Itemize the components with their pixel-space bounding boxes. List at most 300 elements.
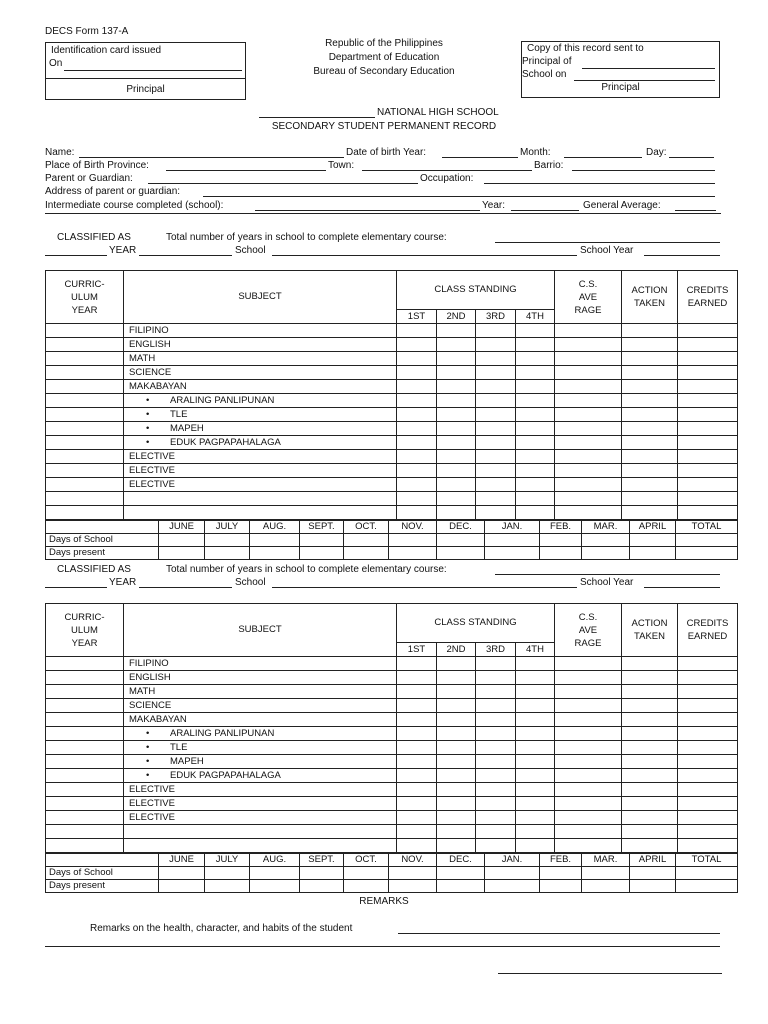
grade-q4-cell[interactable] — [516, 839, 555, 853]
grade-q1-cell[interactable] — [397, 352, 437, 366]
general-average-line[interactable] — [675, 210, 716, 211]
grade-q1-cell[interactable] — [397, 713, 437, 727]
curriculum-year-cell[interactable] — [46, 741, 124, 755]
cs-average-cell[interactable] — [555, 380, 622, 394]
action-taken-cell[interactable] — [622, 685, 678, 699]
grade-q3-cell[interactable] — [476, 408, 516, 422]
credits-earned-cell[interactable] — [678, 380, 738, 394]
attendance-mar-cell[interactable] — [582, 534, 630, 547]
grade-q2-cell[interactable] — [437, 699, 476, 713]
curriculum-year-cell[interactable] — [46, 811, 124, 825]
action-taken-cell[interactable] — [622, 422, 678, 436]
curriculum-year-cell[interactable] — [46, 338, 124, 352]
cs-average-cell[interactable] — [555, 450, 622, 464]
action-taken-cell[interactable] — [622, 324, 678, 338]
attendance-june-cell[interactable] — [159, 880, 205, 893]
grade-q3-cell[interactable] — [476, 492, 516, 506]
grade-q1-cell[interactable] — [397, 380, 437, 394]
grade-q1-cell[interactable] — [397, 769, 437, 783]
attendance-sept-cell[interactable] — [300, 880, 344, 893]
action-taken-cell[interactable] — [622, 825, 678, 839]
action-taken-cell[interactable] — [622, 797, 678, 811]
cs-average-cell[interactable] — [555, 464, 622, 478]
cs-average-cell[interactable] — [555, 685, 622, 699]
grade-q2-cell[interactable] — [437, 811, 476, 825]
grade-q2-cell[interactable] — [437, 422, 476, 436]
grade-q1-cell[interactable] — [397, 699, 437, 713]
attendance-feb-cell[interactable] — [540, 547, 582, 560]
grade-q2-cell[interactable] — [437, 671, 476, 685]
cs-average-cell[interactable] — [555, 394, 622, 408]
attendance-oct-cell[interactable] — [344, 547, 389, 560]
action-taken-cell[interactable] — [622, 436, 678, 450]
curriculum-year-cell[interactable] — [46, 408, 124, 422]
grade-q2-cell[interactable] — [437, 380, 476, 394]
grade-q3-cell[interactable] — [476, 338, 516, 352]
curriculum-year-cell[interactable] — [46, 464, 124, 478]
cs-average-cell[interactable] — [555, 422, 622, 436]
classified-year-line-2[interactable] — [45, 587, 107, 588]
cs-average-cell[interactable] — [555, 366, 622, 380]
curriculum-year-cell[interactable] — [46, 727, 124, 741]
action-taken-cell[interactable] — [622, 727, 678, 741]
curriculum-year-cell[interactable] — [46, 755, 124, 769]
action-taken-cell[interactable] — [622, 492, 678, 506]
action-taken-cell[interactable] — [622, 506, 678, 520]
action-taken-cell[interactable] — [622, 380, 678, 394]
grade-q2-cell[interactable] — [437, 713, 476, 727]
attendance-feb-cell[interactable] — [540, 534, 582, 547]
cs-average-cell[interactable] — [555, 657, 622, 671]
grade-q4-cell[interactable] — [516, 338, 555, 352]
grade-q4-cell[interactable] — [516, 825, 555, 839]
grade-q4-cell[interactable] — [516, 506, 555, 520]
grade-q3-cell[interactable] — [476, 685, 516, 699]
curriculum-year-cell[interactable] — [46, 839, 124, 853]
attendance-july-cell[interactable] — [205, 534, 250, 547]
grade-q3-cell[interactable] — [476, 755, 516, 769]
grade-q1-cell[interactable] — [397, 671, 437, 685]
grade-q1-cell[interactable] — [397, 685, 437, 699]
action-taken-cell[interactable] — [622, 657, 678, 671]
credits-earned-cell[interactable] — [678, 755, 738, 769]
total-years-line-2[interactable] — [495, 574, 720, 575]
attendance-mar-cell[interactable] — [582, 867, 630, 880]
barrio-line[interactable] — [572, 170, 715, 171]
grade-q2-cell[interactable] — [437, 741, 476, 755]
grade-q1-cell[interactable] — [397, 408, 437, 422]
curriculum-year-cell[interactable] — [46, 324, 124, 338]
address-line[interactable] — [203, 196, 715, 197]
grade-q1-cell[interactable] — [397, 338, 437, 352]
curriculum-year-cell[interactable] — [46, 366, 124, 380]
grade-q2-cell[interactable] — [437, 783, 476, 797]
grade-q3-cell[interactable] — [476, 727, 516, 741]
curriculum-year-cell[interactable] — [46, 713, 124, 727]
credits-earned-cell[interactable] — [678, 699, 738, 713]
curriculum-year-cell[interactable] — [46, 436, 124, 450]
grade-q4-cell[interactable] — [516, 713, 555, 727]
principal-of-line[interactable] — [582, 68, 715, 69]
classified-school-line-1[interactable] — [272, 255, 577, 256]
cs-average-cell[interactable] — [555, 338, 622, 352]
grade-q4-cell[interactable] — [516, 492, 555, 506]
attendance-oct-cell[interactable] — [344, 534, 389, 547]
credits-earned-cell[interactable] — [678, 671, 738, 685]
attendance-june-cell[interactable] — [159, 534, 205, 547]
grade-q3-cell[interactable] — [476, 380, 516, 394]
attendance-july-cell[interactable] — [205, 867, 250, 880]
grade-q2-cell[interactable] — [437, 408, 476, 422]
credits-earned-cell[interactable] — [678, 811, 738, 825]
grade-q4-cell[interactable] — [516, 727, 555, 741]
grade-q3-cell[interactable] — [476, 352, 516, 366]
remarks-health-line[interactable] — [398, 933, 720, 934]
classified-school-line-2[interactable] — [272, 587, 577, 588]
curriculum-year-cell[interactable] — [46, 685, 124, 699]
attendance-total-cell[interactable] — [676, 880, 738, 893]
credits-earned-cell[interactable] — [678, 436, 738, 450]
grade-q3-cell[interactable] — [476, 713, 516, 727]
attendance-sept-cell[interactable] — [300, 534, 344, 547]
cs-average-cell[interactable] — [555, 352, 622, 366]
credits-earned-cell[interactable] — [678, 464, 738, 478]
remarks-second-line[interactable] — [45, 946, 720, 947]
credits-earned-cell[interactable] — [678, 366, 738, 380]
grade-q4-cell[interactable] — [516, 741, 555, 755]
attendance-feb-cell[interactable] — [540, 867, 582, 880]
curriculum-year-cell[interactable] — [46, 422, 124, 436]
grade-q2-cell[interactable] — [437, 657, 476, 671]
grade-q3-cell[interactable] — [476, 783, 516, 797]
grade-q2-cell[interactable] — [437, 769, 476, 783]
attendance-aug-cell[interactable] — [250, 880, 300, 893]
occupation-line[interactable] — [484, 183, 715, 184]
name-line[interactable] — [79, 157, 344, 158]
grade-q2-cell[interactable] — [437, 727, 476, 741]
grade-q3-cell[interactable] — [476, 741, 516, 755]
action-taken-cell[interactable] — [622, 741, 678, 755]
grade-q4-cell[interactable] — [516, 769, 555, 783]
curriculum-year-cell[interactable] — [46, 699, 124, 713]
attendance-dec-cell[interactable] — [437, 867, 485, 880]
action-taken-cell[interactable] — [622, 755, 678, 769]
grade-q1-cell[interactable] — [397, 657, 437, 671]
cs-average-cell[interactable] — [555, 741, 622, 755]
cs-average-cell[interactable] — [555, 727, 622, 741]
dob-year-line[interactable] — [442, 157, 518, 158]
credits-earned-cell[interactable] — [678, 408, 738, 422]
credits-earned-cell[interactable] — [678, 506, 738, 520]
credits-earned-cell[interactable] — [678, 727, 738, 741]
cs-average-cell[interactable] — [555, 825, 622, 839]
attendance-aug-cell[interactable] — [250, 867, 300, 880]
curriculum-year-cell[interactable] — [46, 506, 124, 520]
cs-average-cell[interactable] — [555, 671, 622, 685]
grade-q1-cell[interactable] — [397, 394, 437, 408]
grade-q4-cell[interactable] — [516, 685, 555, 699]
curriculum-year-cell[interactable] — [46, 352, 124, 366]
curriculum-year-cell[interactable] — [46, 478, 124, 492]
grade-q2-cell[interactable] — [437, 839, 476, 853]
cs-average-cell[interactable] — [555, 811, 622, 825]
action-taken-cell[interactable] — [622, 408, 678, 422]
action-taken-cell[interactable] — [622, 699, 678, 713]
cs-average-cell[interactable] — [555, 699, 622, 713]
grade-q1-cell[interactable] — [397, 422, 437, 436]
cs-average-cell[interactable] — [555, 839, 622, 853]
grade-q2-cell[interactable] — [437, 492, 476, 506]
attendance-total-cell[interactable] — [676, 547, 738, 560]
action-taken-cell[interactable] — [622, 464, 678, 478]
grade-q1-cell[interactable] — [397, 839, 437, 853]
credits-earned-cell[interactable] — [678, 713, 738, 727]
grade-q3-cell[interactable] — [476, 839, 516, 853]
attendance-feb-cell[interactable] — [540, 880, 582, 893]
grade-q4-cell[interactable] — [516, 450, 555, 464]
action-taken-cell[interactable] — [622, 769, 678, 783]
attendance-jan-cell[interactable] — [485, 867, 540, 880]
intermediate-year-line[interactable] — [511, 210, 579, 211]
grade-q1-cell[interactable] — [397, 783, 437, 797]
grade-q1-cell[interactable] — [397, 492, 437, 506]
grade-q4-cell[interactable] — [516, 464, 555, 478]
attendance-nov-cell[interactable] — [389, 867, 437, 880]
grade-q1-cell[interactable] — [397, 755, 437, 769]
grade-q2-cell[interactable] — [437, 450, 476, 464]
grade-q4-cell[interactable] — [516, 671, 555, 685]
credits-earned-cell[interactable] — [678, 839, 738, 853]
attendance-dec-cell[interactable] — [437, 534, 485, 547]
grade-q4-cell[interactable] — [516, 699, 555, 713]
curriculum-year-cell[interactable] — [46, 380, 124, 394]
action-taken-cell[interactable] — [622, 478, 678, 492]
grade-q4-cell[interactable] — [516, 797, 555, 811]
curriculum-year-cell[interactable] — [46, 657, 124, 671]
credits-earned-cell[interactable] — [678, 422, 738, 436]
curriculum-year-cell[interactable] — [46, 394, 124, 408]
grade-q2-cell[interactable] — [437, 797, 476, 811]
curriculum-year-cell[interactable] — [46, 671, 124, 685]
attendance-nov-cell[interactable] — [389, 534, 437, 547]
grade-q3-cell[interactable] — [476, 450, 516, 464]
cs-average-cell[interactable] — [555, 797, 622, 811]
credits-earned-cell[interactable] — [678, 783, 738, 797]
grade-q4-cell[interactable] — [516, 657, 555, 671]
credits-earned-cell[interactable] — [678, 478, 738, 492]
grade-q1-cell[interactable] — [397, 506, 437, 520]
grade-q2-cell[interactable] — [437, 324, 476, 338]
birth-province-line[interactable] — [166, 170, 326, 171]
curriculum-year-cell[interactable] — [46, 783, 124, 797]
attendance-mar-cell[interactable] — [582, 547, 630, 560]
grade-q2-cell[interactable] — [437, 338, 476, 352]
cs-average-cell[interactable] — [555, 408, 622, 422]
grade-q1-cell[interactable] — [397, 727, 437, 741]
attendance-sept-cell[interactable] — [300, 547, 344, 560]
grade-q2-cell[interactable] — [437, 825, 476, 839]
grade-q4-cell[interactable] — [516, 422, 555, 436]
school-name-line[interactable] — [259, 117, 375, 118]
action-taken-cell[interactable] — [622, 713, 678, 727]
grade-q1-cell[interactable] — [397, 741, 437, 755]
grade-q2-cell[interactable] — [437, 366, 476, 380]
attendance-april-cell[interactable] — [630, 534, 676, 547]
attendance-dec-cell[interactable] — [437, 547, 485, 560]
attendance-aug-cell[interactable] — [250, 534, 300, 547]
attendance-nov-cell[interactable] — [389, 880, 437, 893]
school-on-line[interactable] — [574, 80, 715, 81]
grade-q3-cell[interactable] — [476, 825, 516, 839]
total-years-line-1[interactable] — [495, 242, 720, 243]
curriculum-year-cell[interactable] — [46, 797, 124, 811]
curriculum-year-cell[interactable] — [46, 825, 124, 839]
grade-q3-cell[interactable] — [476, 394, 516, 408]
grade-q3-cell[interactable] — [476, 506, 516, 520]
credits-earned-cell[interactable] — [678, 338, 738, 352]
cs-average-cell[interactable] — [555, 713, 622, 727]
grade-q4-cell[interactable] — [516, 436, 555, 450]
cs-average-cell[interactable] — [555, 769, 622, 783]
grade-q3-cell[interactable] — [476, 699, 516, 713]
intermediate-line[interactable] — [255, 210, 480, 211]
attendance-nov-cell[interactable] — [389, 547, 437, 560]
attendance-july-cell[interactable] — [205, 880, 250, 893]
grade-q3-cell[interactable] — [476, 366, 516, 380]
grade-q4-cell[interactable] — [516, 408, 555, 422]
attendance-sept-cell[interactable] — [300, 867, 344, 880]
grade-q2-cell[interactable] — [437, 436, 476, 450]
grade-q2-cell[interactable] — [437, 352, 476, 366]
action-taken-cell[interactable] — [622, 394, 678, 408]
curriculum-year-cell[interactable] — [46, 492, 124, 506]
grade-q4-cell[interactable] — [516, 352, 555, 366]
grade-q3-cell[interactable] — [476, 657, 516, 671]
action-taken-cell[interactable] — [622, 352, 678, 366]
attendance-dec-cell[interactable] — [437, 880, 485, 893]
grade-q1-cell[interactable] — [397, 436, 437, 450]
grade-q4-cell[interactable] — [516, 394, 555, 408]
grade-q1-cell[interactable] — [397, 450, 437, 464]
cs-average-cell[interactable] — [555, 755, 622, 769]
grade-q1-cell[interactable] — [397, 478, 437, 492]
classified-year-line-1[interactable] — [45, 255, 107, 256]
attendance-oct-cell[interactable] — [344, 867, 389, 880]
cs-average-cell[interactable] — [555, 478, 622, 492]
grade-q1-cell[interactable] — [397, 811, 437, 825]
grade-q3-cell[interactable] — [476, 464, 516, 478]
day-line[interactable] — [669, 157, 714, 158]
attendance-june-cell[interactable] — [159, 547, 205, 560]
grade-q2-cell[interactable] — [437, 478, 476, 492]
credits-earned-cell[interactable] — [678, 825, 738, 839]
credits-earned-cell[interactable] — [678, 769, 738, 783]
credits-earned-cell[interactable] — [678, 685, 738, 699]
attendance-total-cell[interactable] — [676, 534, 738, 547]
attendance-total-cell[interactable] — [676, 867, 738, 880]
cs-average-cell[interactable] — [555, 436, 622, 450]
grade-q4-cell[interactable] — [516, 478, 555, 492]
town-line[interactable] — [362, 170, 532, 171]
grade-q1-cell[interactable] — [397, 825, 437, 839]
grade-q1-cell[interactable] — [397, 797, 437, 811]
credits-earned-cell[interactable] — [678, 394, 738, 408]
grade-q3-cell[interactable] — [476, 671, 516, 685]
attendance-june-cell[interactable] — [159, 867, 205, 880]
attendance-aug-cell[interactable] — [250, 547, 300, 560]
school-year-line-2[interactable] — [644, 587, 720, 588]
attendance-april-cell[interactable] — [630, 880, 676, 893]
attendance-jan-cell[interactable] — [485, 880, 540, 893]
action-taken-cell[interactable] — [622, 783, 678, 797]
grade-q2-cell[interactable] — [437, 464, 476, 478]
signature-line[interactable] — [498, 973, 722, 974]
grade-q3-cell[interactable] — [476, 478, 516, 492]
id-card-on-line[interactable] — [64, 70, 242, 71]
grade-q3-cell[interactable] — [476, 797, 516, 811]
classified-blank-line-2[interactable] — [139, 587, 232, 588]
grade-q4-cell[interactable] — [516, 366, 555, 380]
grade-q4-cell[interactable] — [516, 380, 555, 394]
action-taken-cell[interactable] — [622, 366, 678, 380]
grade-q3-cell[interactable] — [476, 811, 516, 825]
grade-q4-cell[interactable] — [516, 755, 555, 769]
action-taken-cell[interactable] — [622, 338, 678, 352]
cs-average-cell[interactable] — [555, 492, 622, 506]
attendance-jan-cell[interactable] — [485, 534, 540, 547]
cs-average-cell[interactable] — [555, 324, 622, 338]
credits-earned-cell[interactable] — [678, 450, 738, 464]
grade-q3-cell[interactable] — [476, 769, 516, 783]
credits-earned-cell[interactable] — [678, 324, 738, 338]
classified-blank-line-1[interactable] — [139, 255, 232, 256]
attendance-oct-cell[interactable] — [344, 880, 389, 893]
school-year-line-1[interactable] — [644, 255, 720, 256]
cs-average-cell[interactable] — [555, 783, 622, 797]
credits-earned-cell[interactable] — [678, 492, 738, 506]
action-taken-cell[interactable] — [622, 671, 678, 685]
action-taken-cell[interactable] — [622, 811, 678, 825]
attendance-april-cell[interactable] — [630, 547, 676, 560]
attendance-april-cell[interactable] — [630, 867, 676, 880]
grade-q1-cell[interactable] — [397, 366, 437, 380]
grade-q3-cell[interactable] — [476, 436, 516, 450]
action-taken-cell[interactable] — [622, 839, 678, 853]
attendance-jan-cell[interactable] — [485, 547, 540, 560]
grade-q2-cell[interactable] — [437, 506, 476, 520]
grade-q3-cell[interactable] — [476, 324, 516, 338]
grade-q2-cell[interactable] — [437, 394, 476, 408]
attendance-mar-cell[interactable] — [582, 880, 630, 893]
attendance-july-cell[interactable] — [205, 547, 250, 560]
grade-q2-cell[interactable] — [437, 755, 476, 769]
grade-q1-cell[interactable] — [397, 324, 437, 338]
credits-earned-cell[interactable] — [678, 352, 738, 366]
grade-q4-cell[interactable] — [516, 783, 555, 797]
grade-q2-cell[interactable] — [437, 685, 476, 699]
curriculum-year-cell[interactable] — [46, 769, 124, 783]
grade-q4-cell[interactable] — [516, 324, 555, 338]
parent-line[interactable] — [148, 183, 418, 184]
grade-q1-cell[interactable] — [397, 464, 437, 478]
credits-earned-cell[interactable] — [678, 797, 738, 811]
month-line[interactable] — [564, 157, 642, 158]
curriculum-year-cell[interactable] — [46, 450, 124, 464]
credits-earned-cell[interactable] — [678, 741, 738, 755]
grade-q4-cell[interactable] — [516, 811, 555, 825]
cs-average-cell[interactable] — [555, 506, 622, 520]
credits-earned-cell[interactable] — [678, 657, 738, 671]
